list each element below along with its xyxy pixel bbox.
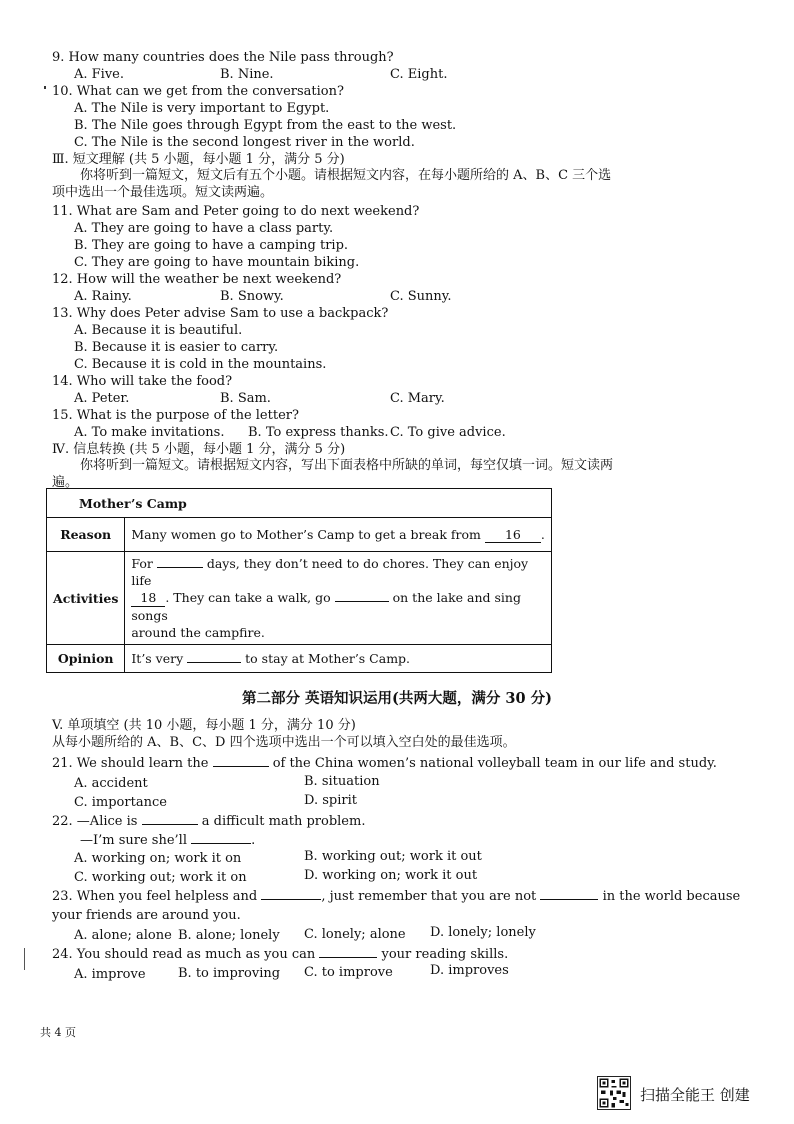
activities-line1: days, they don’t need to do chores. They can enjoy life (131, 556, 529, 588)
question-21-stem-a: 21. We should learn the (52, 756, 209, 771)
question-21-option-a: A. accident (74, 776, 148, 791)
reason-cell: Many women go to Mother’s Camp to get a break from 16 . (125, 518, 552, 552)
question-23-stem-c: in the world because (602, 889, 741, 904)
question-23-option-a: A. alone; alone (74, 928, 172, 943)
question-15-option-b: B. To express thanks. (248, 425, 389, 440)
question-24-option-c: C. to improve (304, 965, 393, 980)
question-22-blank-2[interactable] (191, 843, 251, 844)
question-10-option-b: B. The Nile goes through Egypt from the east to the west. (74, 118, 457, 133)
blank-16[interactable]: 16 (485, 527, 541, 543)
opinion-label: Opinion (47, 645, 125, 673)
question-22-option-b: B. working out; work it out (304, 849, 482, 864)
question-22-stem-b: a difficult math problem. (201, 814, 366, 829)
opinion-text-b: to stay at Mother’s Camp. (245, 651, 411, 666)
question-10-stem: 10. What can we get from the conversation? (52, 84, 344, 99)
question-24-option-a: A. improve (74, 967, 146, 982)
question-22-stem (52, 814, 365, 830)
question-21-option-b: B. situation (304, 774, 380, 789)
blank-17[interactable] (157, 567, 203, 568)
scan-speck (24, 948, 25, 970)
question-13-option-b: B. Because it is easier to carry. (74, 340, 279, 355)
question-24-blank[interactable] (319, 957, 377, 958)
question-23-stem-a: 23. When you feel helpless and (52, 889, 258, 904)
question-12-option-a: A. Rainy. (74, 289, 132, 304)
question-9-option-b: B. Nine. (220, 67, 274, 82)
question-21-stem (52, 756, 717, 772)
mothers-camp-table (46, 488, 552, 673)
blank-19[interactable] (335, 601, 389, 602)
question-9-option-a: A. Five. (74, 67, 125, 82)
question-15-stem: 15. What is the purpose of the letter? (52, 408, 299, 423)
section-5-title: V. 单项填空 (共 10 小题，每小题 1 分，满分 10 分) (52, 718, 356, 733)
section-4-instructions: 你将听到一篇短文。请根据短文内容，写出下面表格中所缺的单词，每空仅填一词。短文读两 (80, 458, 614, 473)
section-4-instructions-cont: 遍。 (52, 475, 79, 490)
question-23-blank-1[interactable] (261, 899, 321, 900)
qr-code-icon (597, 1076, 631, 1110)
question-23-option-d: D. lonely; lonely (430, 925, 536, 940)
question-22-blank-1[interactable] (142, 824, 198, 825)
question-12-option-b: B. Snowy. (220, 289, 284, 304)
question-14-option-c: C. Mary. (390, 391, 445, 406)
section-4-title: Ⅳ. 信息转换 (共 5 小题，每小题 1 分，满分 5 分) (52, 442, 346, 457)
question-21-option-d: D. spirit (304, 793, 357, 808)
activities-label: Activities (47, 552, 125, 645)
question-23-stem-b: , just remember that you are not (321, 889, 537, 904)
question-24-option-d: D. improves (430, 963, 509, 978)
question-10-option-a: A. The Nile is very important to Egypt. (74, 101, 330, 116)
question-9-stem: 9. How many countries does the Nile pass through? (52, 50, 394, 65)
question-15-option-c: C. To give advice. (390, 425, 506, 440)
question-15-option-a: A. To make invitations. (74, 425, 225, 440)
question-24-stem-a: 24. You should read as much as you can (52, 947, 316, 962)
scanner-watermark: 扫描全能王 创建 (640, 1086, 750, 1104)
section-5-instructions: 从每小题所给的 A、B、C、D 四个选项中选出一个可以填入空白处的最佳选项。 (52, 735, 516, 750)
question-24-stem-b: your reading skills. (381, 947, 509, 962)
activities-for: For (131, 556, 153, 571)
question-24-stem (52, 947, 508, 963)
blank-18[interactable]: 18 (131, 589, 165, 607)
question-23-stem (52, 889, 740, 905)
activities-line2-b: on the lake and sing songs (131, 590, 521, 623)
question-12-option-c: C. Sunny. (390, 289, 452, 304)
opinion-text-a: It’s very (131, 651, 184, 666)
activities-line2-a: . They can take a walk, go (165, 590, 331, 605)
question-21-blank[interactable] (213, 766, 269, 767)
reason-label: Reason (47, 518, 125, 552)
question-22-option-d: D. working on; work it out (304, 868, 478, 883)
question-14-option-a: A. Peter. (74, 391, 130, 406)
question-10-option-c: C. The Nile is the second longest river in the world. (74, 135, 415, 150)
question-21-option-c: C. importance (74, 795, 167, 810)
question-12-stem: 12. How will the weather be next weekend? (52, 272, 342, 287)
scan-speck (44, 86, 46, 89)
question-14-stem: 14. Who will take the food? (52, 374, 233, 389)
question-21-stem-b: of the China women’s national volleyball team in our life and study. (272, 756, 717, 771)
question-23-line2: your friends are around you. (52, 908, 241, 923)
section-3-instructions: 你将听到一篇短文，短文后有五个小题。请根据短文内容，在每小题所给的 A、B、C 三个选 (80, 168, 612, 183)
question-22-line2: —I’m sure she’ll . (80, 833, 256, 848)
activities-line3: around the campfire. (131, 625, 265, 640)
question-11-stem: 11. What are Sam and Peter going to do next weekend? (52, 204, 420, 219)
question-23-option-b: B. alone; lonely (178, 928, 280, 943)
question-22-stem-a: 22. —Alice is (52, 814, 138, 829)
activities-cell (125, 552, 552, 645)
question-24-option-b: B. to improving (178, 966, 281, 981)
table-title: Mother’s Camp (47, 489, 552, 518)
reason-text: Many women go to Mother’s Camp to get a break from (131, 526, 481, 542)
question-9-option-c: C. Eight. (390, 67, 448, 82)
part-2-title: 第二部分 英语知识运用(共两大题，满分 30 分) (241, 690, 553, 707)
question-11-option-c: C. They are going to have mountain biking. (74, 255, 360, 270)
page-count: 共 4 页 (40, 1026, 76, 1039)
question-11-option-b: B. They are going to have a camping trip. (74, 238, 349, 253)
question-14-option-b: B. Sam. (220, 391, 271, 406)
question-22-option-c: C. working out; work it on (74, 870, 247, 885)
question-13-stem: 13. Why does Peter advise Sam to use a backpack? (52, 306, 389, 321)
blank-20[interactable] (187, 662, 241, 663)
question-23-blank-2[interactable] (540, 899, 598, 900)
question-22-line2-text: —I’m sure she’ll (80, 833, 187, 848)
question-22-option-a: A. working on; work it on (74, 851, 242, 866)
question-13-option-c: C. Because it is cold in the mountains. (74, 357, 327, 372)
section-3-title: Ⅲ. 短文理解 (共 5 小题，每小题 1 分，满分 5 分) (52, 152, 345, 167)
opinion-cell (125, 645, 552, 673)
section-3-instructions-cont: 项中选出一个最佳选项。短文读两遍。 (52, 185, 274, 200)
question-13-option-a: A. Because it is beautiful. (74, 323, 243, 338)
question-11-option-a: A. They are going to have a class party. (74, 221, 334, 236)
question-23-option-c: C. lonely; alone (304, 927, 406, 942)
